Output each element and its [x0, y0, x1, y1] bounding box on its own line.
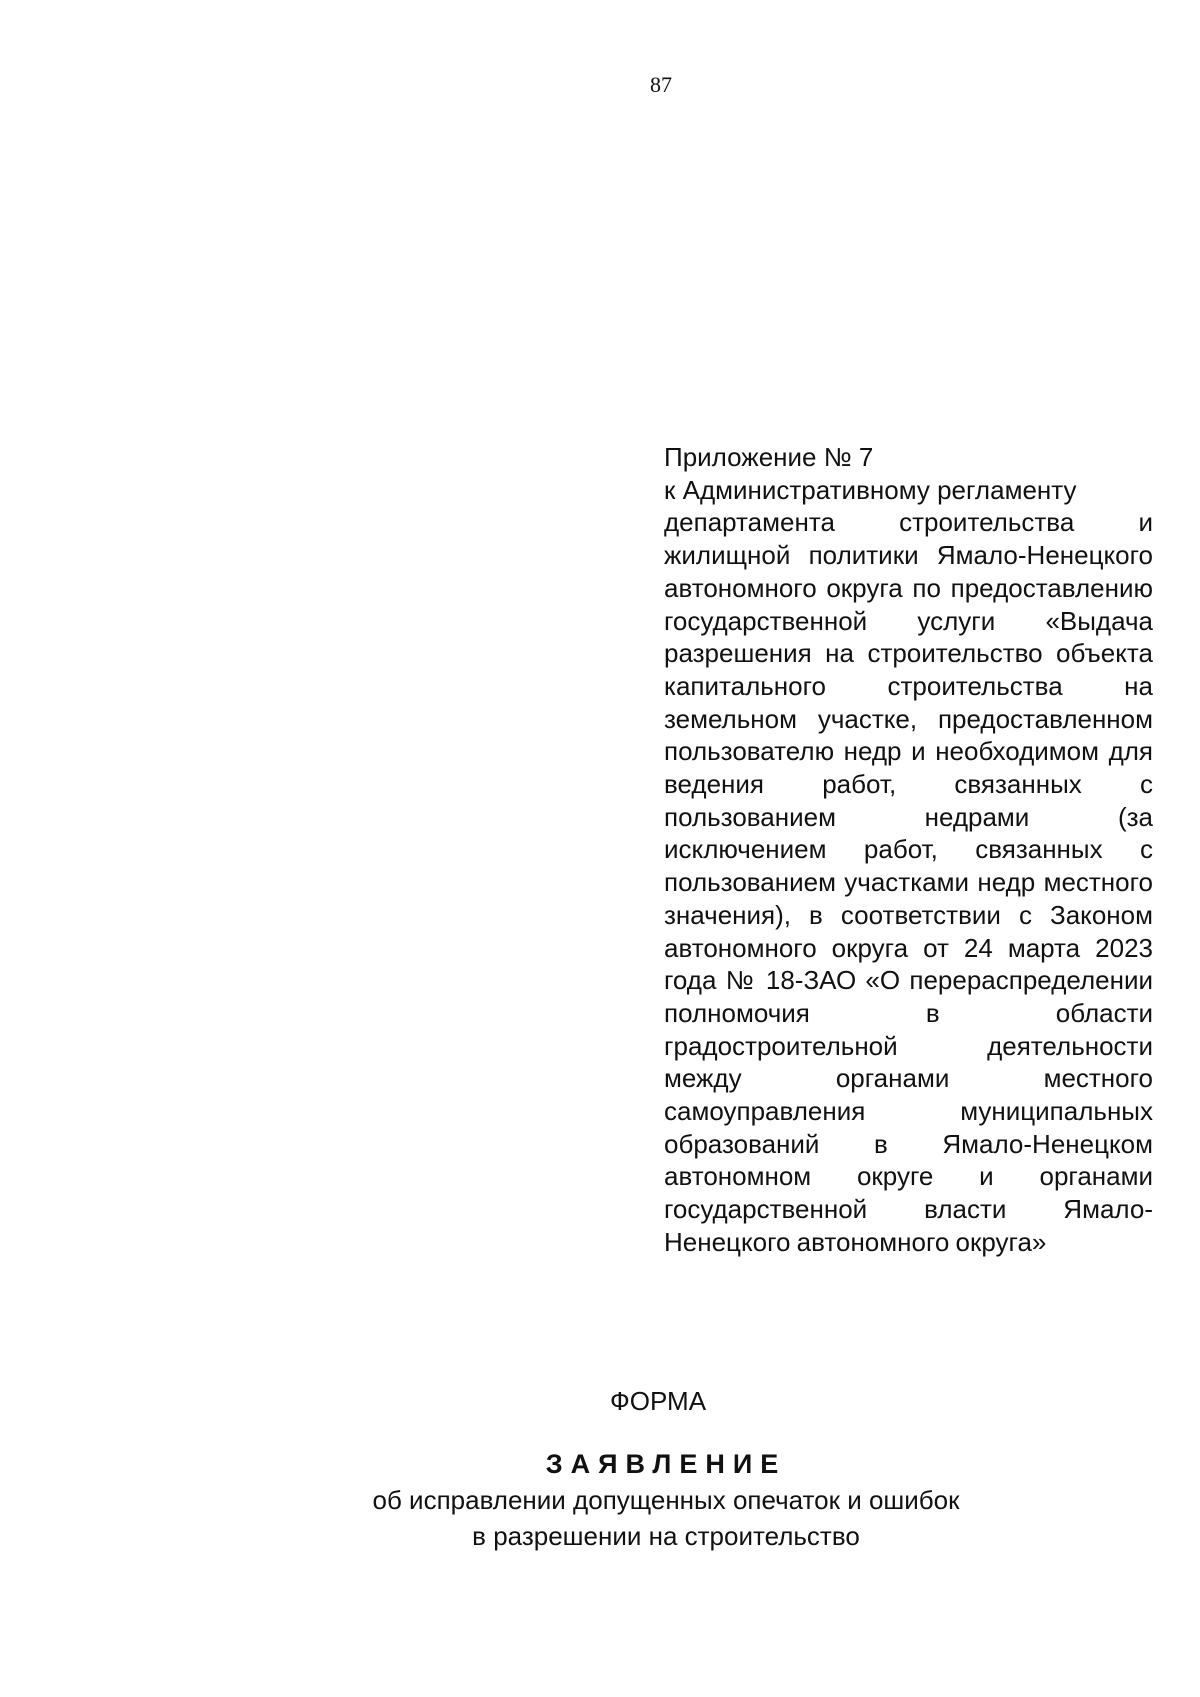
document-title: ЗАЯВЛЕНИЕ	[545, 1449, 787, 1479]
appendix-number: Приложение № 7	[664, 442, 874, 472]
page-number: 87	[650, 72, 672, 97]
appendix-regulation-description: департамента строительства и жилищной политики Ямало-Ненецкого автономного округа по предоставлению государственной услуги «Выдача разрешения на строительство объекта капитального строительства на земельном участке, предоставленном пользователю недр и необходимом для ведения работ, связанных с пользованием недрами (за исключением работ, связанных с пользованием участками недр местного значения), в соответствии с Законом автономного округа от 24 марта 2023 года № 18-ЗАО «О перераспределении полномочия в области градостроительной деятельности между органами местного самоуправления муниципальных образований в Ямало-Ненецком автономном округе и органами государственной власти Ямало-Ненецкого автономного округа»	[664, 507, 1153, 1257]
document-subtitle-line-2: в разрешении на строительство	[472, 1521, 860, 1551]
appendix-header	[664, 441, 1153, 1259]
document-subtitle-line-1: об исправлении допущенных опечаток и ошибок	[372, 1485, 960, 1515]
appendix-regulation-ref: к Административному регламенту	[664, 474, 1077, 505]
document-title-block	[0, 1446, 1200, 1554]
form-label: ФОРМА	[610, 1386, 707, 1416]
